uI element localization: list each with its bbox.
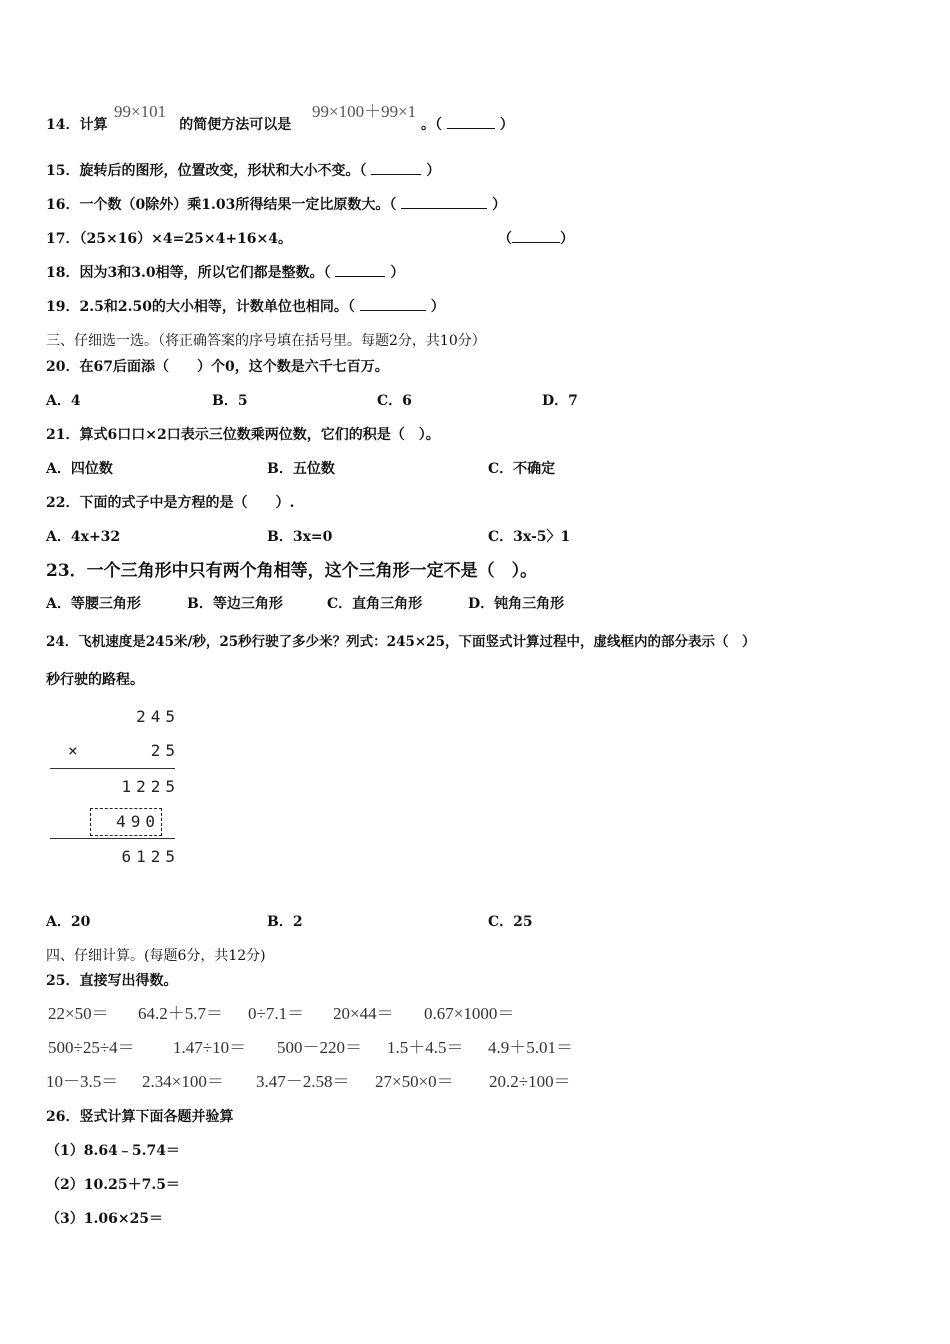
q17-text: 17．（25×16）×4=25×4+16×4。	[46, 231, 293, 247]
q17-answer	[498, 230, 574, 248]
question-23-stem: 23．一个三角形中只有两个角相等，这个三角形一定不是（ ）。	[46, 561, 538, 581]
second-rule-line	[50, 838, 175, 839]
q21-option-c[interactable]: C．不确定	[488, 461, 556, 477]
question-21-stem: 21．算式6口口×2口表示三位数乘两位数，它们的积是（ ）。	[46, 427, 440, 443]
question-24-stem-line1: 24．飞机速度是245米/秒，25秒行驶了多少米？列式：245×25，下面竖式计算过程中，虚线框内的部分表示（ ）	[46, 634, 756, 650]
question-25-stem: 25．直接写出得数。	[46, 973, 178, 989]
q19-close: ）	[430, 299, 445, 315]
q17-answer-blank[interactable]	[512, 230, 560, 243]
q21-option-b[interactable]: B．五位数	[267, 461, 335, 477]
q14-middle: 的简便方法可以是	[179, 117, 292, 133]
q14-prefix: 14．计算	[46, 117, 108, 133]
multiplier: 25	[150, 741, 180, 760]
question-16	[46, 196, 506, 214]
calc-item: 1.47÷10＝	[173, 1038, 247, 1057]
question-22-stem: 22．下面的式子中是方程的是（ ）.	[46, 495, 295, 511]
q22-option-c[interactable]: C．3x-5〉1	[488, 529, 571, 545]
partial-product-2: 490	[116, 812, 160, 831]
q14-math-b: 99×100＋99×1	[312, 102, 417, 121]
q20-option-a[interactable]: A．4	[46, 393, 81, 409]
question-20-stem: 20．在67后面添（ ）个0，这个数是六千七百万。	[46, 359, 389, 375]
calc-item: 3.47－2.58＝	[256, 1072, 350, 1091]
calc-item: 22×50＝	[48, 1004, 109, 1023]
calc-item: 27×50×0＝	[375, 1072, 454, 1091]
question-26-stem: 26．竖式计算下面各题并验算	[46, 1109, 234, 1125]
q20-option-b[interactable]: B．5	[212, 393, 248, 409]
q18-close: ）	[390, 265, 405, 281]
q15-answer-blank[interactable]	[371, 162, 421, 175]
q15-text: 15．旋转后的图形，位置改变，形状和大小不变。（	[46, 163, 367, 179]
q23-option-a[interactable]: A．等腰三角形	[46, 596, 141, 612]
q14-close: ）	[499, 117, 514, 133]
question-17	[46, 230, 292, 248]
final-product: 6125	[121, 847, 180, 866]
question-18	[46, 264, 404, 282]
q26-item-2: （2）10.25＋7.5＝	[46, 1177, 180, 1193]
question-19	[46, 298, 445, 316]
calc-item: 1.5＋4.5＝	[387, 1038, 464, 1057]
q14-suffix: 。（	[420, 117, 442, 133]
q26-item-1: （1）8.64﹣5.74＝	[46, 1143, 180, 1159]
section-3-heading: 三、仔细选一选。（将正确答案的序号填在括号里。每题2分，共10分）	[46, 333, 486, 349]
calc-item: 20×44＝	[333, 1004, 394, 1023]
calc-item: 2.34×100＝	[142, 1072, 224, 1091]
q20-option-c[interactable]: C．6	[377, 393, 412, 409]
q24-option-a[interactable]: A．20	[46, 914, 91, 930]
q23-option-c[interactable]: C．直角三角形	[327, 596, 423, 612]
q22-option-a[interactable]: A．4x+32	[46, 529, 121, 545]
q14-math-a: 99×101	[114, 102, 167, 121]
calc-item: 10－3.5＝	[46, 1072, 119, 1091]
multiplicand: 245	[136, 707, 180, 726]
q16-text: 16．一个数（0除外）乘1.03所得结果一定比原数大。（	[46, 197, 397, 213]
calc-item: 0.67×1000＝	[424, 1004, 515, 1023]
multiply-sign: ×	[68, 741, 83, 760]
q19-answer-blank[interactable]	[360, 298, 426, 311]
question-24-stem-line2: 秒行驶的路程。	[46, 672, 144, 688]
q18-text: 18．因为3和3.0相等，所以它们都是整数。（	[46, 265, 331, 281]
q19-text: 19．2.5和2.50的大小相等，计数单位也相同。（	[46, 299, 355, 315]
q24-option-c[interactable]: C．25	[488, 914, 533, 930]
q14-answer-blank[interactable]	[447, 116, 495, 129]
q16-close: ）	[492, 197, 507, 213]
q26-item-3: （3）1.06×25＝	[46, 1211, 164, 1227]
calc-item: 500÷25÷4＝	[48, 1038, 135, 1057]
section-4-heading: 四、仔细计算。(每题6分，共12分)	[46, 948, 266, 964]
q20-option-d[interactable]: D．7	[542, 393, 578, 409]
q24-option-b[interactable]: B．2	[267, 914, 303, 930]
calc-item: 500－220＝	[277, 1038, 362, 1057]
calc-item: 0÷7.1＝	[248, 1004, 305, 1023]
q23-option-d[interactable]: D．钝角三角形	[468, 596, 565, 612]
q17-close: ）	[560, 231, 574, 247]
q15-close: ）	[426, 163, 441, 179]
calc-item: 64.2＋5.7＝	[138, 1004, 223, 1023]
first-rule-line	[50, 768, 175, 769]
q23-option-b[interactable]: B．等边三角形	[187, 596, 283, 612]
q17-paren-open: （	[498, 231, 512, 247]
calc-item: 20.2÷100＝	[489, 1072, 571, 1091]
q16-answer-blank[interactable]	[401, 196, 487, 209]
q21-option-a[interactable]: A．四位数	[46, 461, 113, 477]
partial-product-1: 1225	[121, 777, 180, 796]
question-15	[46, 162, 440, 180]
q22-option-b[interactable]: B．3x=0	[267, 529, 333, 545]
q18-answer-blank[interactable]	[335, 264, 385, 277]
vertical-multiplication	[50, 700, 180, 875]
calc-item: 4.9＋5.01＝	[488, 1038, 573, 1057]
